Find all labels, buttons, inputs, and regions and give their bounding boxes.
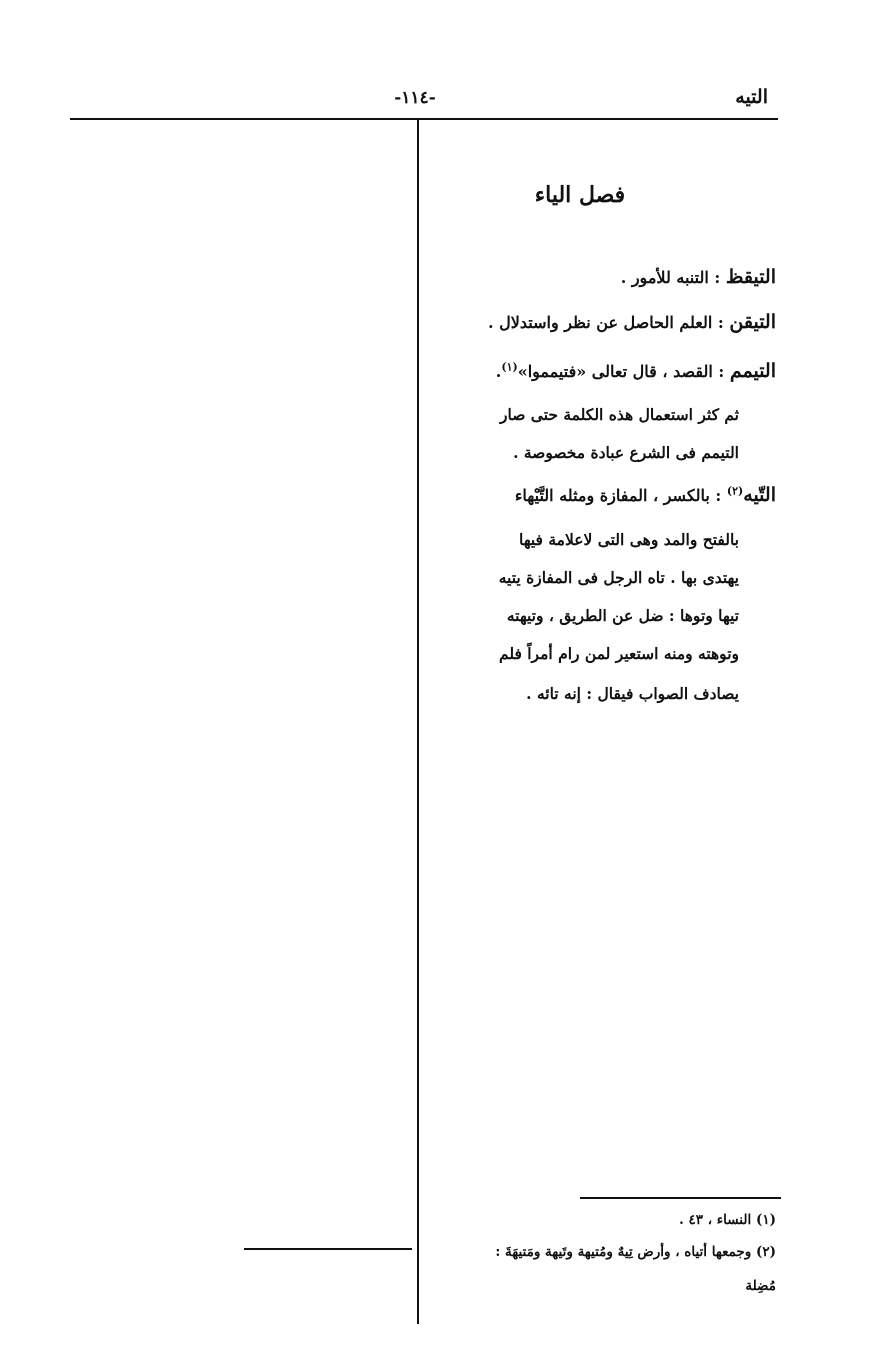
continuation-line: وتوهته ومنه استعير لمن رام أمراً فلم	[499, 644, 739, 663]
continuation-line: يهتدى بها . تاه الرجل فى المفازة يتيه	[498, 568, 739, 587]
footnote-ref: (٢)	[726, 484, 744, 498]
continuation-line: تيها وتوها : ضل عن الطريق ، وتيهته	[506, 606, 739, 625]
entry-term: التيقن	[729, 311, 776, 333]
entry-tih	[515, 484, 776, 506]
continuation-line: بالفتح والمد وهى التى لاعلامة فيها	[519, 530, 739, 549]
entry-definition: : بالكسر ، المفازة ومثله التَّيْهاء	[514, 486, 727, 505]
header-rule	[70, 118, 778, 120]
footnote-1: (١) النساء ، ٤٣ .	[679, 1212, 776, 1228]
entry-end: .	[495, 362, 502, 381]
entry-tayaqqudh	[621, 266, 776, 288]
page-number: -١١٤-	[394, 88, 436, 108]
footnote-2-continuation: مُضِلة	[745, 1278, 776, 1294]
entry-term: التيمم	[729, 360, 776, 382]
continuation-line: ثم كثر استعمال هذه الكلمة حتى صار	[500, 405, 739, 424]
continuation-line: التيمم فى الشرع عبادة مخصوصة .	[513, 443, 739, 462]
entry-definition: : التنبه للأمور .	[620, 268, 726, 287]
entry-tayaqqun	[488, 311, 776, 333]
section-title: فصل الياء	[534, 182, 626, 208]
entry-tayammum	[496, 360, 776, 382]
continuation-line: يصادف الصواب فيقال : إنه تائه .	[526, 684, 739, 703]
entry-definition: : القصد ، قال تعالى «فتيمموا»	[517, 362, 730, 381]
running-head: التيه	[735, 86, 768, 108]
column-divider	[417, 120, 419, 1324]
entry-definition: : العلم الحاصل عن نظر واستدلال .	[488, 313, 730, 332]
footnote-ref: (١)	[501, 360, 518, 374]
margin-rule	[244, 1248, 412, 1250]
footnote-rule	[580, 1197, 781, 1199]
footnote-2: (٢) وجمعها أتياه ، وأرض تِيهٌ ومُتيهة وتَيهة ومَتيهَةَ :	[495, 1244, 776, 1260]
entry-term: التّيه	[743, 484, 776, 506]
entry-term: التيقظ	[725, 266, 776, 288]
